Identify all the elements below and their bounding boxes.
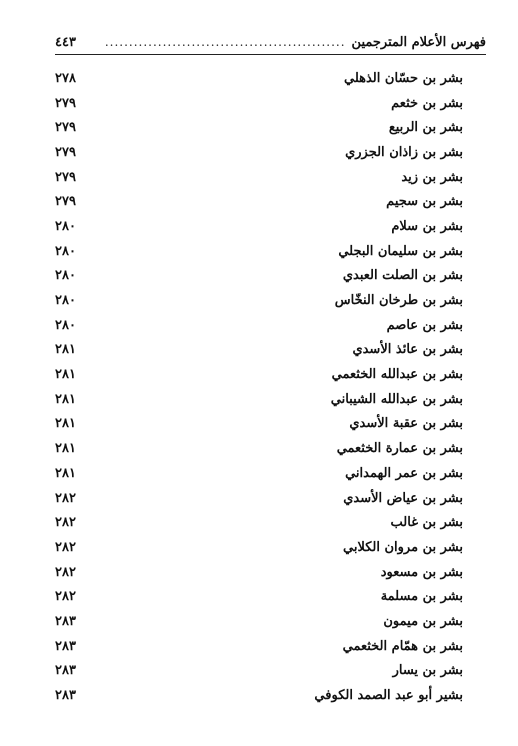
index-entry [55, 362, 463, 387]
index-entry-list [55, 66, 463, 708]
index-entry [55, 115, 463, 140]
entry-page-number: ٢٨١ [55, 465, 76, 481]
entry-name: بشر بن خثعم [391, 95, 463, 111]
entry-name: بشر بن زيد [401, 169, 463, 185]
index-entry [55, 683, 463, 708]
entry-page-number: ٢٨١ [55, 441, 76, 457]
entry-name: بشر بن عياض الأسدي [343, 490, 463, 506]
entry-name: بشر بن مسلمة [380, 589, 463, 605]
entry-name: بشر بن عبدالله الشيباني [330, 391, 463, 407]
entry-page-number: ٢٨١ [55, 342, 76, 358]
header-page-number: ٤٤٣ [55, 34, 76, 50]
entry-name: بشر بن عمر الهمداني [345, 465, 463, 481]
entry-page-number: ٢٨٠ [55, 268, 76, 284]
index-entry [55, 189, 463, 214]
entry-name: بشر بن غالب [390, 515, 463, 531]
index-entry [55, 313, 463, 338]
entry-page-number: ٢٨٢ [55, 589, 76, 605]
entry-name: بشر بن الربيع [388, 120, 463, 136]
index-entry [55, 66, 463, 91]
index-entry [55, 387, 463, 412]
index-entry [55, 214, 463, 239]
entry-name: بشر بن حسّان الذهلي [343, 70, 463, 86]
index-entry [55, 239, 463, 264]
entry-name: بشر بن مسعود [380, 564, 463, 580]
index-entry [55, 584, 463, 609]
entry-page-number: ٢٨٠ [55, 218, 76, 234]
entry-page-number: ٢٧٨ [55, 70, 76, 86]
entry-page-number: ٢٨٠ [55, 317, 76, 333]
entry-name: بشر بن عبدالله الخثعمي [331, 367, 463, 383]
entry-name: بشر بن سلام [391, 218, 463, 234]
entry-page-number: ٢٨٣ [55, 613, 76, 629]
entry-name: بشر بن عقبة الأسدي [349, 416, 463, 432]
entry-name: بشر بن زاذان الجزري [345, 144, 463, 160]
index-entry [55, 140, 463, 165]
entry-name: بشر بن همّام الخثعمي [342, 638, 463, 654]
entry-name: بشر بن يسار [392, 663, 463, 679]
entry-name: بشر بن ميمون [383, 613, 463, 629]
entry-page-number: ٢٨١ [55, 416, 76, 432]
entry-page-number: ٢٨١ [55, 367, 76, 383]
index-entry [55, 412, 463, 437]
entry-page-number: ٢٨٢ [55, 564, 76, 580]
entry-name: بشر بن طرخان النخّاس [334, 293, 463, 309]
index-entry [55, 609, 463, 634]
entry-page-number: ٢٨٢ [55, 515, 76, 531]
index-entry [55, 288, 463, 313]
index-entry [55, 436, 463, 461]
entry-page-number: ٢٧٩ [55, 194, 76, 210]
entry-page-number: ٢٨٣ [55, 663, 76, 679]
index-entry [55, 461, 463, 486]
entry-name: بشر بن الصلت العبدي [342, 268, 463, 284]
entry-page-number: ٢٧٩ [55, 169, 76, 185]
entry-name: بشر بن مروان الكلابي [342, 539, 463, 555]
index-entry [55, 165, 463, 190]
index-entry [55, 486, 463, 511]
index-entry [55, 659, 463, 684]
entry-name: بشر بن عاصم [386, 317, 463, 333]
entry-name: بشر بن سليمان البجلي [338, 243, 463, 259]
entry-page-number: ٢٨٠ [55, 293, 76, 309]
index-entry [55, 510, 463, 535]
entry-page-number: ٢٨١ [55, 391, 76, 407]
index-entry [55, 560, 463, 585]
index-entry [55, 338, 463, 363]
entry-page-number: ٢٨٣ [55, 638, 76, 654]
entry-name: بشير أبو عبد الصمد الكوفي [314, 688, 463, 704]
index-entry [55, 634, 463, 659]
index-entry [55, 264, 463, 289]
entry-page-number: ٢٧٩ [55, 144, 76, 160]
index-entry [55, 535, 463, 560]
entry-page-number: ٢٧٩ [55, 120, 76, 136]
index-entry [55, 91, 463, 116]
page-header [55, 30, 486, 55]
entry-name: بشر بن عمارة الخثعمي [336, 441, 463, 457]
entry-page-number: ٢٨٣ [55, 688, 76, 704]
entry-name: بشر بن عائذ الأسدي [352, 342, 463, 358]
entry-name: بشر بن سجيم [386, 194, 463, 210]
entry-page-number: ٢٨٠ [55, 243, 76, 259]
header-leader-dots: .................................................. [104, 35, 346, 49]
entry-page-number: ٢٨٢ [55, 539, 76, 555]
header-title: فهرس الأعلام المترجمين [351, 34, 486, 50]
entry-page-number: ٢٧٩ [55, 95, 76, 111]
entry-page-number: ٢٨٢ [55, 490, 76, 506]
